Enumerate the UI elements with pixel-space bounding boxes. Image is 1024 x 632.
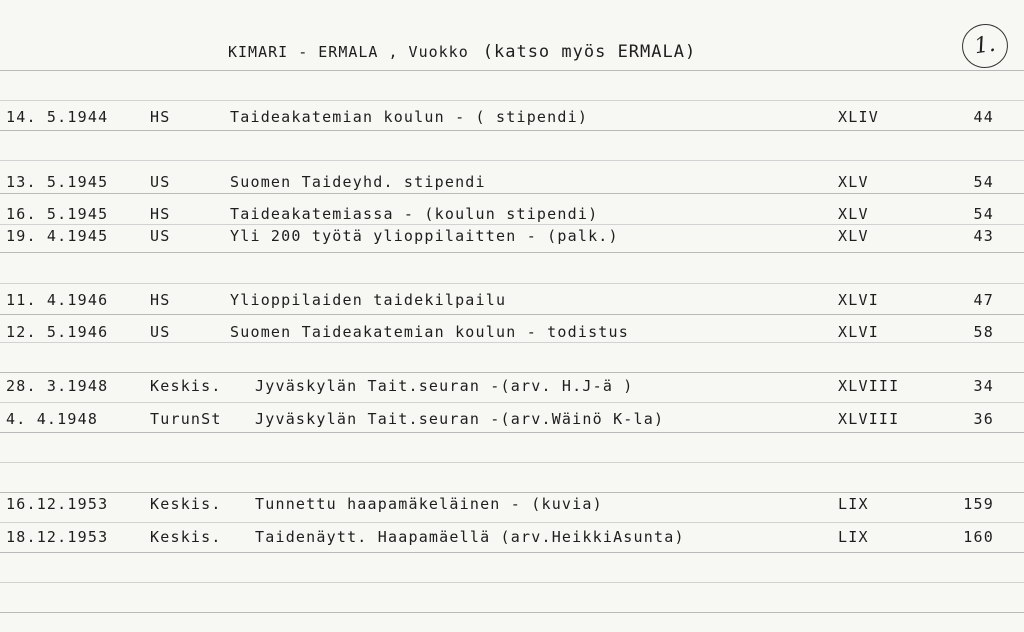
entry-date: 11. 4.1946 <box>6 291 109 309</box>
rule-line <box>0 130 1024 131</box>
entry-volume: XLV <box>838 205 869 223</box>
entry-volume: LIX <box>838 495 869 513</box>
entry-date: 14. 5.1944 <box>6 108 109 126</box>
entry-paper: HS <box>150 108 171 126</box>
entry-page: 58 <box>973 323 994 341</box>
entry-volume: XLV <box>838 173 869 191</box>
entry-volume: XLVIII <box>838 377 900 395</box>
entry-desc: Suomen Taideakatemian koulun - todistus <box>230 323 629 341</box>
entry-paper: Keskis. <box>150 495 222 513</box>
card-number-circle: 1. <box>959 21 1011 71</box>
rule-line <box>0 372 1024 373</box>
entry-row <box>0 227 1024 249</box>
rule-line <box>0 160 1024 161</box>
entry-desc: Taideakatemian koulun - ( stipendi) <box>230 108 589 126</box>
rule-line <box>0 70 1024 71</box>
entry-volume: XLV <box>838 227 869 245</box>
entry-page: 43 <box>973 227 994 245</box>
entry-desc: Ylioppilaiden taidekilpailu <box>230 291 507 309</box>
entry-volume: XLIV <box>838 108 879 126</box>
entry-desc: Yli 200 työtä ylioppilaitten - (palk.) <box>230 227 619 245</box>
entry-page: 159 <box>963 495 994 513</box>
entry-date: 16.12.1953 <box>6 495 109 513</box>
entry-paper: US <box>150 227 171 245</box>
entry-volume: LIX <box>838 528 869 546</box>
entry-volume: XLVI <box>838 291 879 309</box>
rule-line <box>0 314 1024 315</box>
entry-page: 36 <box>973 410 994 428</box>
rule-line <box>0 402 1024 403</box>
entry-paper: Keskis. <box>150 528 222 546</box>
card-header <box>228 42 696 62</box>
rule-line <box>0 612 1024 613</box>
entry-page: 44 <box>973 108 994 126</box>
rule-line <box>0 283 1024 284</box>
entry-desc: Taideakatemiassa - (koulun stipendi) <box>230 205 599 223</box>
entry-page: 34 <box>973 377 994 395</box>
entry-page: 54 <box>973 205 994 223</box>
entry-row <box>0 377 1024 399</box>
entry-row <box>0 410 1024 432</box>
entry-date: 13. 5.1945 <box>6 173 109 191</box>
entry-row <box>0 495 1024 517</box>
entry-row <box>0 108 1024 130</box>
entry-paper: US <box>150 323 171 341</box>
entry-row <box>0 528 1024 550</box>
rule-line <box>0 432 1024 433</box>
rule-line <box>0 492 1024 493</box>
entry-date: 16. 5.1945 <box>6 205 109 223</box>
entry-date: 19. 4.1945 <box>6 227 109 245</box>
entry-desc: Jyväskylän Tait.seuran -(arv.Wäinö K-la) <box>255 410 665 428</box>
rule-line <box>0 552 1024 553</box>
entry-page: 160 <box>963 528 994 546</box>
entry-paper: Keskis. <box>150 377 222 395</box>
entry-desc: Taidenäytt. Haapamäellä (arv.HeikkiAsunta) <box>255 528 685 546</box>
entry-row <box>0 323 1024 345</box>
rule-line <box>0 252 1024 253</box>
entry-desc: Tunnettu haapamäkeläinen - (kuvia) <box>255 495 603 513</box>
entry-row <box>0 205 1024 227</box>
entry-row <box>0 291 1024 313</box>
entry-date: 28. 3.1948 <box>6 377 109 395</box>
header-note: (katso myös ERMALA) <box>482 42 697 62</box>
entry-desc: Suomen Taideyhd. stipendi <box>230 173 486 191</box>
entry-page: 47 <box>973 291 994 309</box>
header-name: KIMARI - ERMALA , Vuokko <box>228 43 469 61</box>
entry-row <box>0 173 1024 195</box>
rule-line <box>0 522 1024 523</box>
entry-desc: Jyväskylän Tait.seuran -(arv. H.J-ä ) <box>255 377 634 395</box>
entry-date: 18.12.1953 <box>6 528 109 546</box>
entry-date: 4. 4.1948 <box>6 410 99 428</box>
entry-paper: HS <box>150 205 171 223</box>
entry-paper: TurunSt <box>150 410 222 428</box>
entry-date: 12. 5.1946 <box>6 323 109 341</box>
rule-line <box>0 462 1024 463</box>
rule-line <box>0 100 1024 101</box>
entry-page: 54 <box>973 173 994 191</box>
entry-paper: HS <box>150 291 171 309</box>
rule-line <box>0 582 1024 583</box>
entry-volume: XLVI <box>838 323 879 341</box>
entry-volume: XLVIII <box>838 410 900 428</box>
entry-paper: US <box>150 173 171 191</box>
